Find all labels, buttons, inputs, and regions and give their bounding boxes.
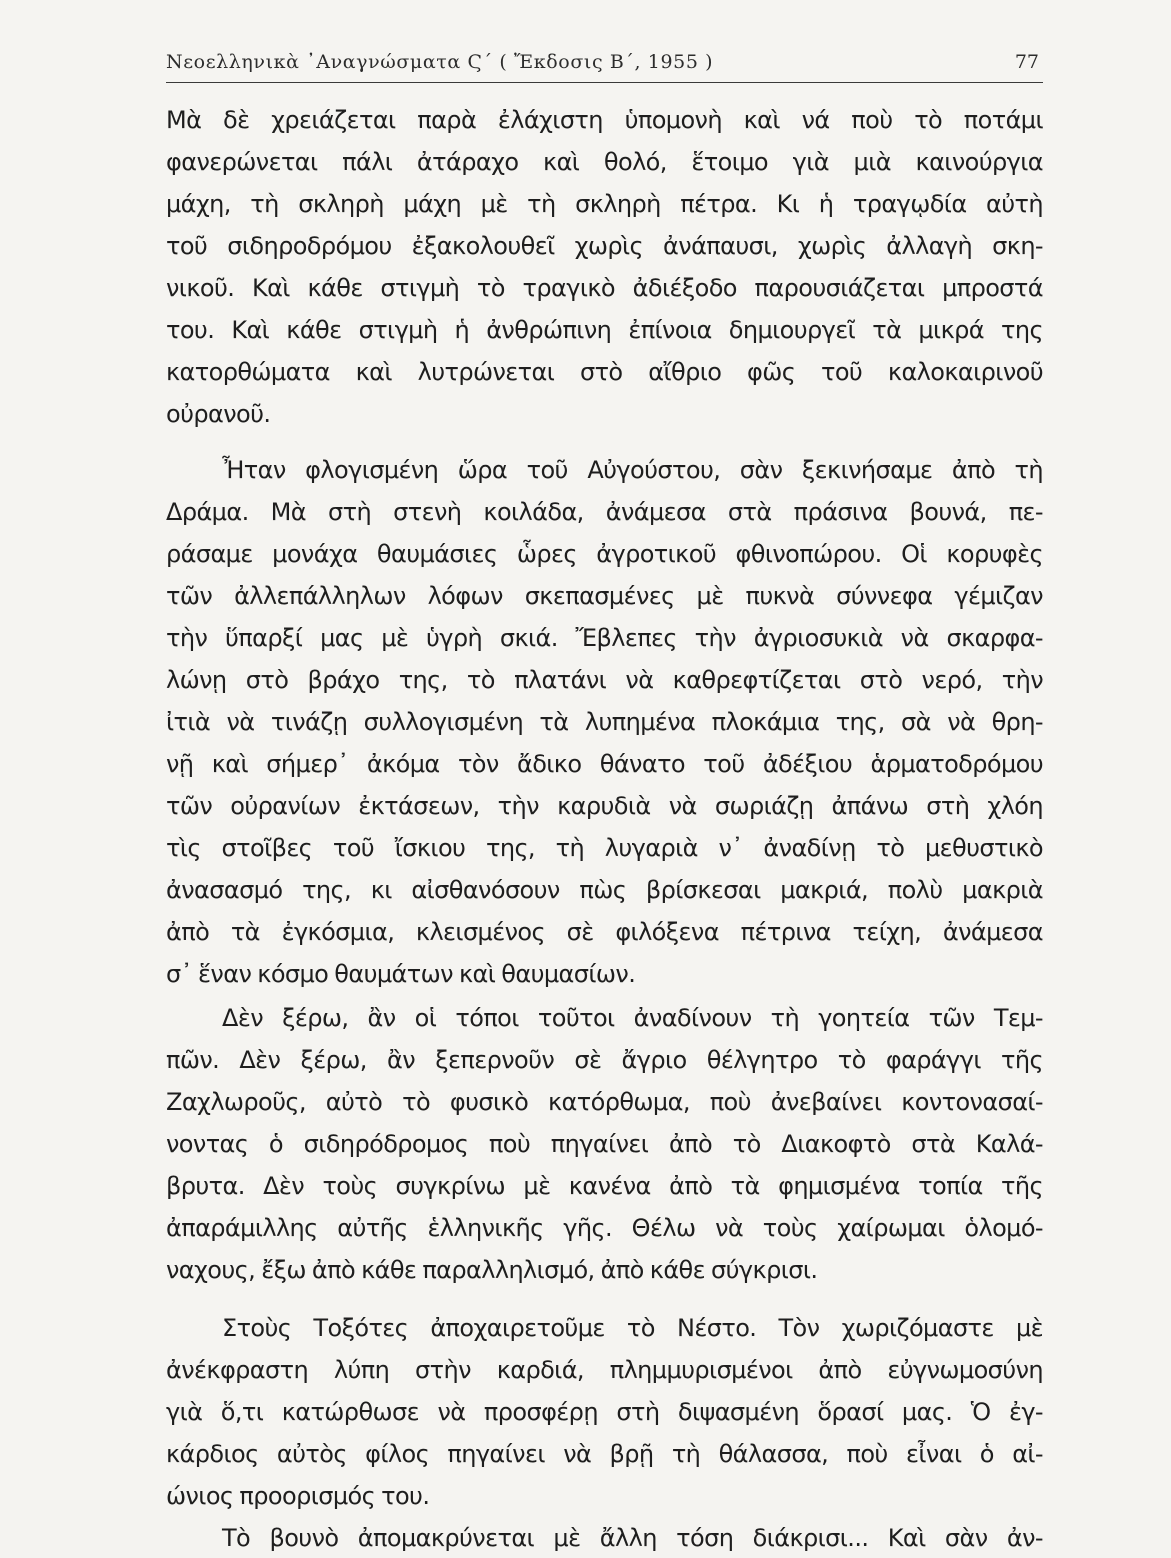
text-line: τοῦ σιδηροδρόμου ἐξακολουθεῖ χωρὶς ἀνάπαυσι, χωρὶς ἀλλαγὴ σκη-	[166, 232, 1043, 260]
text-line: γιὰ ὅ,τι κατώρθωσε νὰ προσφέρῃ στὴ διψασμένη ὅρασί μας. Ὁ ἐγ-	[166, 1398, 1043, 1426]
text-line: φανερώνεται πάλι ἀτάραχο καὶ θολό, ἕτοιμο γιὰ μιὰ καινούργια	[166, 148, 1043, 176]
text-line: Στοὺς Τοξότες ἀποχαιρετοῦμε τὸ Νέστο. Τὸν χωριζόμαστε μὲ	[222, 1314, 1043, 1342]
text-line: μάχη, τὴ σκληρὴ μάχη μὲ τὴ σκληρὴ πέτρα. Κι ἡ τραγῳδία αὐτὴ	[166, 190, 1043, 218]
text-line: ἰτιὰ νὰ τινάζῃ συλλογισμένη τὰ λυπημένα πλοκάμια της, σὰ νὰ θρη-	[166, 708, 1043, 736]
text-line: Τὸ βουνὸ ἀπομακρύνεται μὲ ἄλλη τόση διάκρισι... Καὶ σὰν ἀν-	[222, 1524, 1043, 1552]
running-header	[166, 48, 1043, 83]
text-line: Δράμα. Μὰ στὴ στενὴ κοιλάδα, ἀνάμεσα στὰ πράσινα βουνά, πε-	[166, 498, 1043, 526]
text-line: λώνῃ στὸ βράχο της, τὸ πλατάνι νὰ καθρεφτίζεται στὸ νερό, τὴν	[166, 666, 1043, 694]
text-line: τὶς στοῖβες τοῦ ἴσκιου της, τὴ λυγαριὰ ν᾿ ἀναδίνῃ τὸ μεθυστικὸ	[166, 834, 1043, 862]
text-line: βρυτα. Δὲν τοὺς συγκρίνω μὲ κανένα ἀπὸ τὰ φημισμένα τοπία τῆς	[166, 1172, 1043, 1200]
text-line: νῇ καὶ σήμερ᾿ ἀκόμα τὸν ἄδικο θάνατο τοῦ ἀδέξιου ἁρματοδρόμου	[166, 750, 1043, 778]
text-line: ἀνέκφραστη λύπη στὴν καρδιά, πλημμυρισμένοι ἀπὸ εὐγνωμοσύνη	[166, 1356, 1043, 1384]
text-line: ράσαμε μονάχα θαυμάσιες ὧρες ἀγροτικοῦ φθινοπώρου. Οἱ κορυφὲς	[166, 540, 1043, 568]
text-line: τὴν ὕπαρξί μας μὲ ὑγρὴ σκιά. Ἔβλεπες τὴν ἀγριοσυκιὰ νὰ σκαρφα-	[166, 624, 1043, 652]
text-line: νικοῦ. Καὶ κάθε στιγμὴ τὸ τραγικὸ ἀδιέξοδο παρουσιάζεται μπροστά	[166, 274, 1043, 302]
text-line: πῶν. Δὲν ξέρω, ἂν ξεπερνοῦν σὲ ἄγριο θέλγητρο τὸ φαράγγι τῆς	[166, 1046, 1043, 1074]
text-line: σ᾿ ἕναν κόσμο θαυμάτων καὶ θαυμασίων.	[166, 960, 636, 988]
text-line: ἀπὸ τὰ ἐγκόσμια, κλεισμένος σὲ φιλόξενα πέτρινα τείχη, ἀνάμεσα	[166, 918, 1043, 946]
text-line: τῶν οὐρανίων ἐκτάσεων, τὴν καρυδιὰ νὰ σωριάζῃ ἀπάνω στὴ χλόη	[166, 792, 1043, 820]
text-line: ἀνασασμό της, κι αἰσθανόσουν πὼς βρίσκεσαι μακριά, πολὺ μακριὰ	[166, 876, 1043, 904]
text-line: νοντας ὁ σιδηρόδρομος ποὺ πηγαίνει ἀπὸ τὸ Διακοφτὸ στὰ Καλά-	[166, 1130, 1043, 1158]
text-line: Ἦταν φλογισμένη ὥρα τοῦ Αὐγούστου, σὰν ξεκινήσαμε ἀπὸ τὴ	[222, 456, 1043, 484]
text-line: Δὲν ξέρω, ἂν οἱ τόποι τοῦτοι ἀναδίνουν τὴ γοητεία τῶν Τεμ-	[222, 1004, 1043, 1032]
text-line: Μὰ δὲ χρειάζεται παρὰ ἐλάχιστη ὑπομονὴ καὶ νά ποὺ τὸ ποτάμι	[166, 106, 1043, 134]
text-line: ώνιος προορισμός του.	[166, 1482, 430, 1510]
text-line: του. Καὶ κάθε στιγμὴ ἡ ἀνθρώπινη ἐπίνοια δημιουργεῖ τὰ μικρά της	[166, 316, 1043, 344]
text-line: κατορθώματα καὶ λυτρώνεται στὸ αἴθριο φῶς τοῦ καλοκαιρινοῦ	[166, 358, 1043, 386]
text-line: ἀπαράμιλλης αὐτῆς ἑλληνικῆς γῆς. Θέλω νὰ τοὺς χαίρωμαι ὁλομό-	[166, 1214, 1043, 1242]
text-line: τῶν ἀλλεπάλληλων λόφων σκεπασμένες μὲ πυκνὰ σύννεφα γέμιζαν	[166, 582, 1043, 610]
header-title: Νεοελληνικὰ ᾿Αναγνώσματα Ϛ΄ ( Ἔκδοσις Β΄, 1955 )	[166, 51, 714, 73]
text-line: κάρδιος αὐτὸς φίλος πηγαίνει νὰ βρῇ τὴ θάλασσα, ποὺ εἶναι ὁ αἰ-	[166, 1440, 1043, 1468]
text-line: ναχους, ἔξω ἀπὸ κάθε παραλληλισμό, ἀπὸ κάθε σύγκρισι.	[166, 1256, 818, 1284]
page-number: 77	[1014, 51, 1039, 73]
text-line: οὐρανοῦ.	[166, 400, 271, 428]
text-line: Ζαχλωροῦς, αὐτὸ τὸ φυσικὸ κατόρθωμα, ποὺ ἀνεβαίνει κοντονασαί-	[166, 1088, 1043, 1116]
